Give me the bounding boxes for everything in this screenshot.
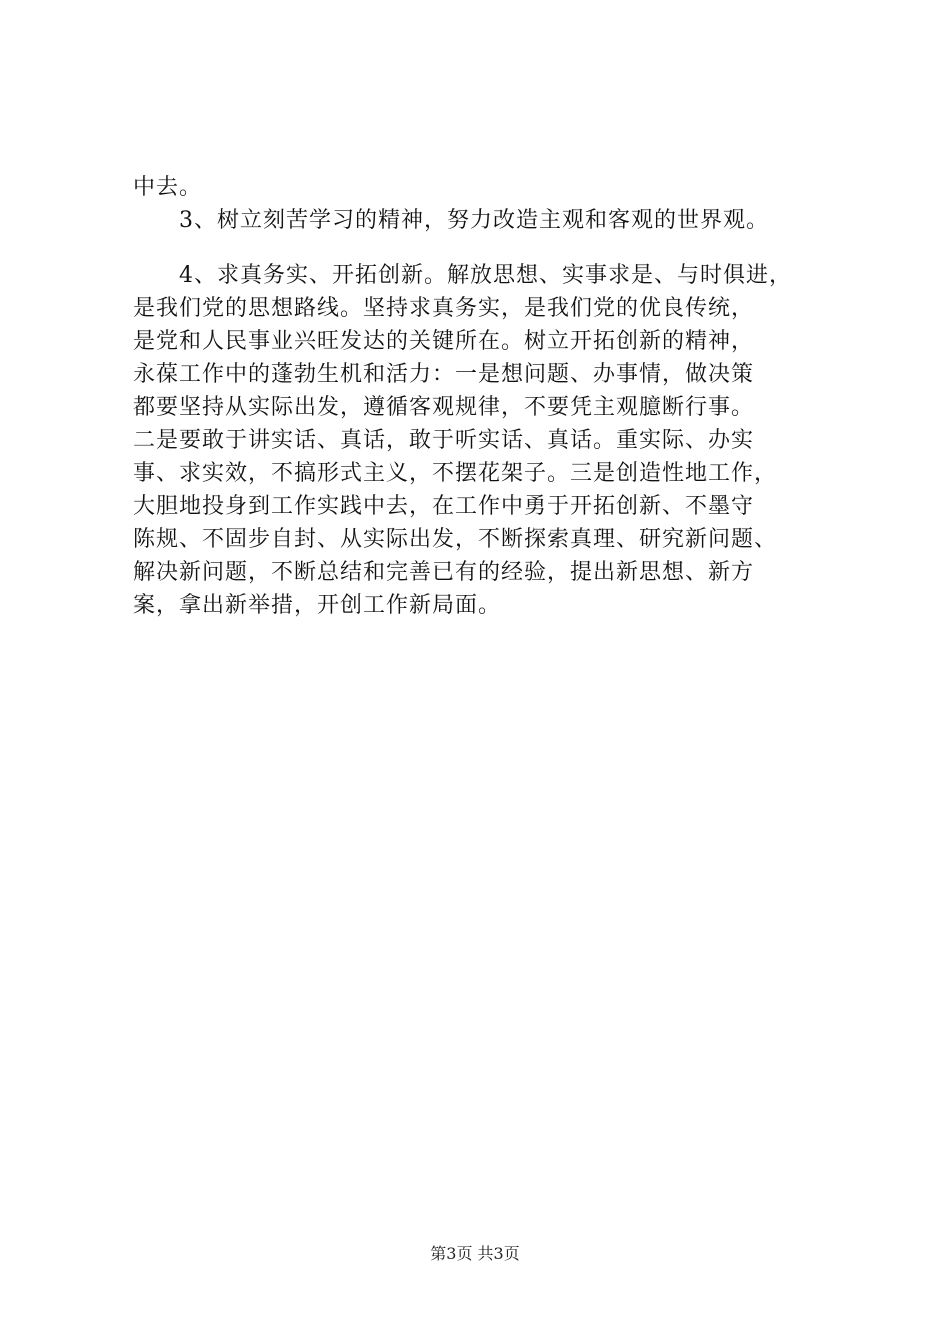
text-line: 都要坚持从实际出发，遵循客观规律，不要凭主观臆断行事。 xyxy=(133,395,755,420)
text-line: 案，拿出新举措，开创工作新局面。 xyxy=(133,593,502,618)
text-line: 解决新问题，不断总结和完善已有的经验，提出新思想、新方 xyxy=(133,560,755,585)
list-item-3: 3、树立刻苦学习的精神，努力改造主观和客观的世界观。 xyxy=(179,208,769,233)
text-line: 永葆工作中的蓬勃生机和活力：一是想问题、办事情，做决策 xyxy=(133,362,755,387)
text-line: 大胆地投身到工作实践中去，在工作中勇于开拓创新、不墨守 xyxy=(133,494,755,519)
text-line: 中去。 xyxy=(133,175,203,200)
text-line: 是我们党的思想路线。坚持求真务实，是我们党的优良传统， xyxy=(133,296,755,321)
text-line: 二是要敢于讲实话、真话，敢于听实话、真话。重实际、办实 xyxy=(133,428,755,453)
list-item-4: 4、求真务实、开拓创新。解放思想、实事求是、与时俱进， xyxy=(179,263,792,288)
document-body xyxy=(133,171,833,622)
text-line: 是党和人民事业兴旺发达的关键所在。树立开拓创新的精神， xyxy=(133,329,755,354)
text-line: 事、求实效，不搞形式主义，不摆花架子。三是创造性地工作， xyxy=(133,461,778,486)
page-number-footer: 第3页 共3页 xyxy=(430,1244,520,1263)
paragraph-gap xyxy=(133,237,833,259)
text-line: 陈规、不固步自封、从实际出发，不断探索真理、研究新问题、 xyxy=(133,527,778,552)
